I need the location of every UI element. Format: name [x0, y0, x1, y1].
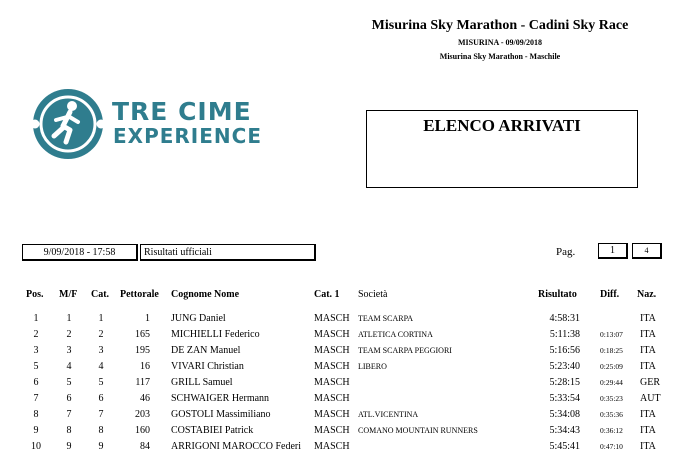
- cell-pos: 3: [33, 345, 39, 356]
- cell-pettorale: 195: [135, 345, 150, 356]
- cell-pos: 8: [33, 409, 39, 420]
- cell-risultato: 5:33:54: [549, 393, 580, 404]
- cell-pettorale: 16: [140, 361, 150, 372]
- logo-text-line2: EXPERIENCE: [113, 124, 262, 148]
- cell-cat1: MASCH: [314, 409, 350, 420]
- cell-pos: 10: [31, 441, 41, 452]
- cell-cat1: MASCH: [314, 377, 350, 388]
- cell-nome: COSTABIEI Patrick: [171, 425, 254, 436]
- table-row: [0, 313, 696, 329]
- cell-cat1: MASCH: [314, 345, 350, 356]
- cell-risultato: 4:58:31: [549, 313, 580, 324]
- cell-cat1: MASCH: [314, 313, 350, 324]
- cell-naz: ITA: [640, 361, 656, 372]
- report-datetime: 9/09/2018 - 17:58: [22, 244, 138, 261]
- cell-pettorale: 160: [135, 425, 150, 436]
- report-status: Risultati ufficiali: [140, 244, 316, 261]
- cell-cat1: MASCH: [314, 361, 350, 372]
- cell-naz: GER: [640, 377, 660, 388]
- event-category: Misurina Sky Marathon - Maschile: [439, 52, 561, 61]
- cell-diff: 0:36:12: [600, 426, 623, 435]
- col-diff: Diff.: [600, 289, 620, 300]
- cell-naz: AUT: [640, 393, 661, 404]
- cell-pettorale: 165: [135, 329, 150, 340]
- col-nome: Cognome Nome: [171, 289, 240, 300]
- table-row: [0, 377, 696, 393]
- cell-cat: 8: [98, 425, 104, 436]
- cell-nome: VIVARI Christian: [171, 361, 244, 372]
- report-title: ELENCO ARRIVATI: [423, 116, 581, 135]
- cell-societa: ATLETICA CORTINA: [358, 330, 433, 339]
- col-risultato: Risultato: [538, 289, 577, 300]
- cell-mf: 3: [66, 345, 72, 356]
- cell-societa: TEAM SCARPA PEGGIORI: [358, 346, 452, 355]
- cell-risultato: 5:34:43: [549, 425, 580, 436]
- cell-cat: 9: [98, 441, 104, 452]
- cell-risultato: 5:23:40: [549, 361, 580, 372]
- cell-mf: 5: [66, 377, 72, 388]
- cell-nome: GRILL Samuel: [171, 377, 233, 388]
- cell-mf: 6: [66, 393, 72, 404]
- cell-naz: ITA: [640, 409, 656, 420]
- page-current: 1: [598, 243, 628, 259]
- cell-diff: 0:35:36: [600, 410, 623, 419]
- cell-risultato: 5:16:56: [549, 345, 580, 356]
- col-pettorale: Pettorale: [120, 289, 159, 300]
- cell-risultato: 5:34:08: [549, 409, 580, 420]
- cell-cat: 6: [98, 393, 104, 404]
- cell-pettorale: 84: [140, 441, 150, 452]
- cell-nome: GOSTOLI Massimiliano: [171, 409, 271, 420]
- cell-nome: ARRIGONI MAROCCO Federi: [171, 441, 301, 452]
- cell-pettorale: 1: [145, 313, 150, 324]
- table-row: [0, 393, 696, 409]
- cell-mf: 9: [66, 441, 72, 452]
- cell-naz: ITA: [640, 345, 656, 356]
- table-row: [0, 361, 696, 377]
- runner-logo-icon: [30, 86, 106, 162]
- cell-cat: 5: [98, 377, 104, 388]
- cell-risultato: 5:28:15: [549, 377, 580, 388]
- page-label: Pag.: [556, 246, 576, 258]
- cell-cat: 4: [98, 361, 104, 372]
- cell-diff: 0:25:09: [600, 362, 623, 371]
- table-row: [0, 425, 696, 441]
- cell-pos: 5: [33, 361, 39, 372]
- col-societa: Società: [358, 289, 388, 300]
- cell-mf: 7: [66, 409, 72, 420]
- cell-nome: MICHIELLI Federico: [171, 329, 260, 340]
- cell-risultato: 5:45:41: [549, 441, 580, 452]
- col-cat: Cat.: [91, 289, 110, 300]
- table-row: [0, 329, 696, 345]
- logo-text-line1: TRE CIME: [112, 97, 252, 126]
- cell-nome: SCHWAIGER Hermann: [171, 393, 270, 404]
- cell-naz: ITA: [640, 313, 656, 324]
- cell-nome: JUNG Daniel: [171, 313, 226, 324]
- cell-mf: 2: [66, 329, 72, 340]
- cell-pos: 7: [33, 393, 39, 404]
- cell-pos: 2: [33, 329, 39, 340]
- cell-diff: 0:35:23: [600, 394, 623, 403]
- cell-naz: ITA: [640, 441, 656, 452]
- event-subtitle: MISURINA - 09/09/2018: [457, 38, 542, 47]
- cell-pos: 1: [33, 313, 39, 324]
- cell-diff: 0:47:10: [600, 442, 623, 451]
- col-naz: Naz.: [637, 289, 657, 300]
- cell-mf: 8: [66, 425, 72, 436]
- cell-pos: 9: [33, 425, 39, 436]
- cell-naz: ITA: [640, 329, 656, 340]
- cell-cat: 1: [98, 313, 104, 324]
- cell-cat1: MASCH: [314, 425, 350, 436]
- cell-mf: 4: [66, 361, 72, 372]
- cell-naz: ITA: [640, 425, 656, 436]
- cell-cat: 2: [98, 329, 104, 340]
- cell-cat1: MASCH: [314, 329, 350, 340]
- cell-cat1: MASCH: [314, 393, 350, 404]
- cell-pettorale: 203: [135, 409, 150, 420]
- cell-cat: 7: [98, 409, 104, 420]
- table-row: [0, 441, 696, 457]
- cell-risultato: 5:11:38: [549, 329, 580, 340]
- cell-mf: 1: [66, 313, 72, 324]
- table-row: [0, 345, 696, 361]
- event-title: Misurina Sky Marathon - Cadini Sky Race: [371, 18, 629, 33]
- cell-nome: DE ZAN Manuel: [171, 345, 241, 356]
- col-cat1: Cat. 1: [314, 289, 340, 300]
- table-row: [0, 409, 696, 425]
- cell-pettorale: 117: [135, 377, 150, 388]
- cell-societa: TEAM SCARPA: [358, 314, 414, 323]
- cell-diff: 0:13:07: [600, 330, 623, 339]
- cell-societa: LIBERO: [358, 362, 387, 371]
- cell-societa: ATL.VICENTINA: [358, 410, 419, 419]
- cell-pos: 6: [33, 377, 39, 388]
- cell-societa: COMANO MOUNTAIN RUNNERS: [358, 426, 478, 435]
- col-mf: M/F: [59, 289, 78, 300]
- cell-diff: 0:29:44: [600, 378, 623, 387]
- cell-cat: 3: [98, 345, 104, 356]
- cell-pettorale: 46: [140, 393, 150, 404]
- cell-cat1: MASCH: [314, 441, 350, 452]
- page-total: 4: [632, 243, 662, 259]
- col-pos: Pos.: [26, 289, 44, 300]
- cell-diff: 0:18:25: [600, 346, 623, 355]
